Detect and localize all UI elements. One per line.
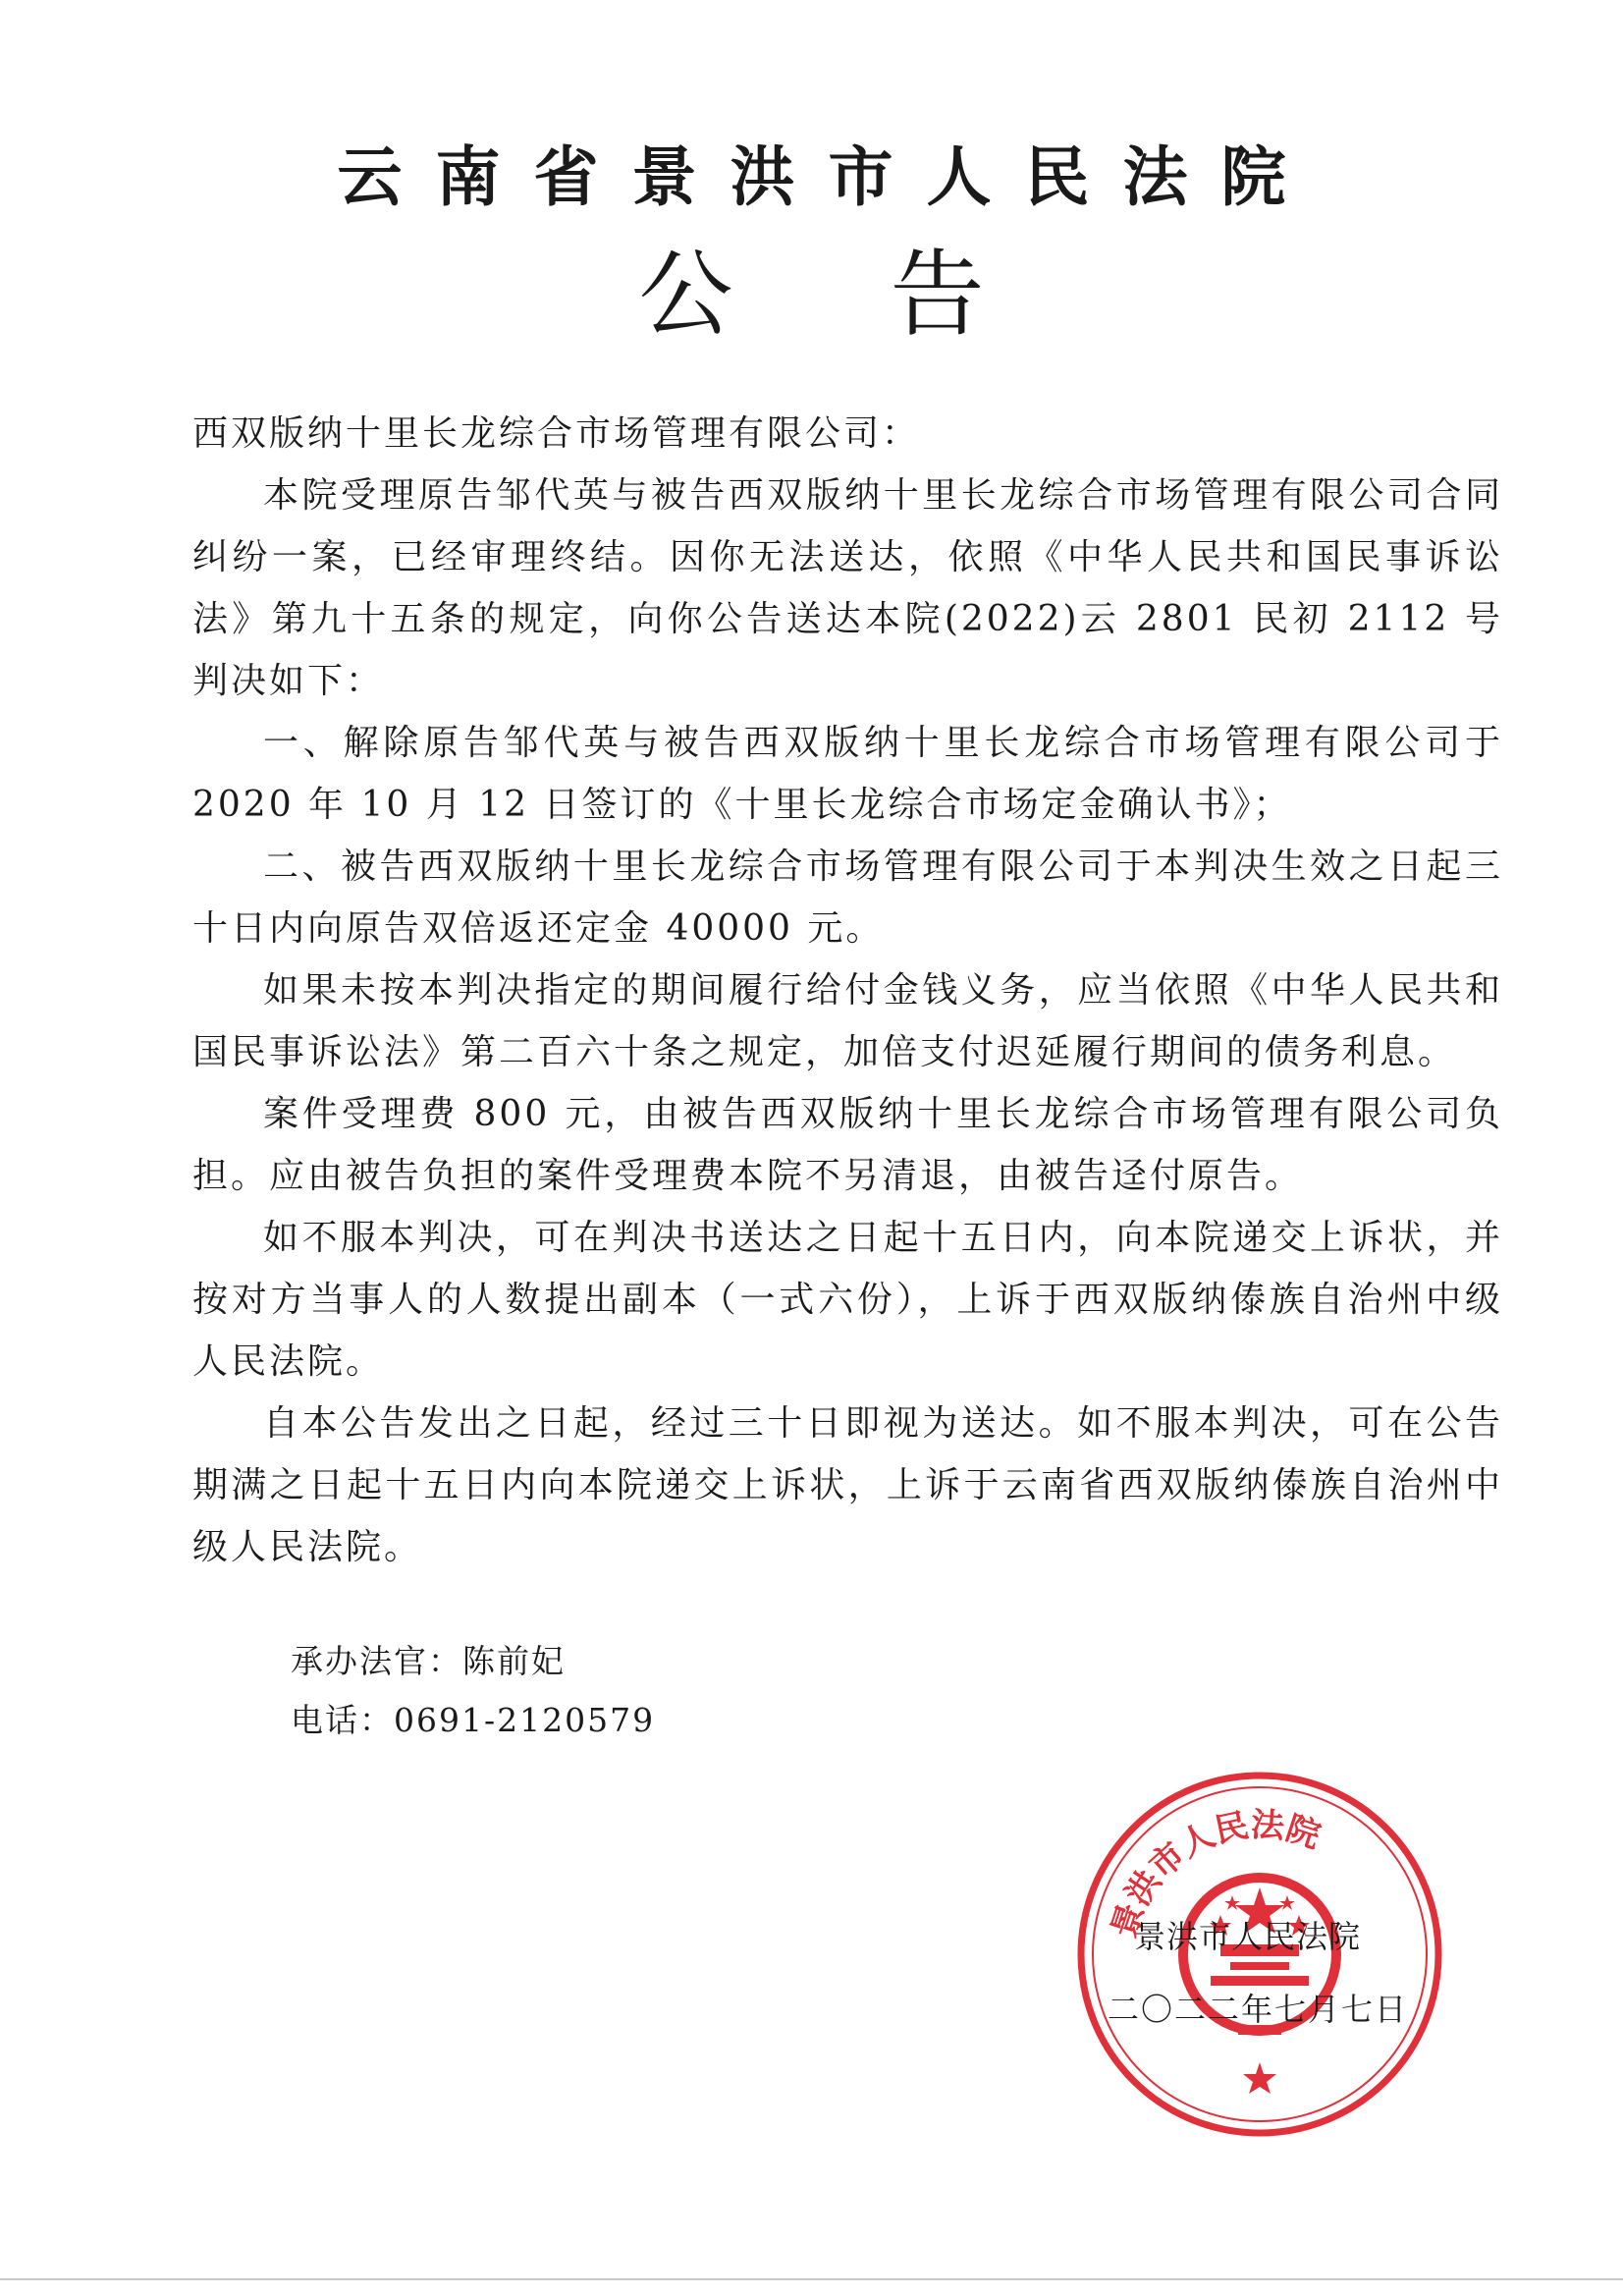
paragraph-ruling-2: 二、被告西双版纳十里长龙综合市场管理有限公司于本判决生效之日起三十日内向原告双倍返还定金 40000 元。 (192, 847, 1503, 949)
paragraph-appeal: 如不服本判决，可在判决书送达之日起十五日内，向本院递交上诉状，并按对方当事人的人数提出副本（一式六份），上诉于西双版纳傣族自治州中级人民法院。 (192, 1218, 1503, 1382)
notice-body (192, 403, 1503, 1578)
addressee-line: 西双版纳十里长龙综合市场管理有限公司： (192, 413, 921, 454)
page-bottom-rule (0, 2278, 1623, 2280)
phone-line: 电话：0691-2120579 (291, 1701, 656, 1739)
paragraph-service-notice: 自本公告发出之日起，经过三十日即视为送达。如不服本判决，可在公告期满之日起十五日内向本院递交上诉状，上诉于云南省西双版纳傣族自治州中级人民法院。 (192, 1403, 1503, 1567)
judge-line: 承办法官：陈前妃 (291, 1642, 566, 1680)
document-type-heading: 公告 (638, 240, 1142, 350)
paragraph-case-fee: 案件受理费 800 元，由被告西双版纳十里长龙综合市场管理有限公司负担。应由被告负担的案件受理费本院不另清退，由被告迳付原告。 (192, 1094, 1503, 1196)
court-name-heading: 云南省景洪市人民法院 (337, 138, 1320, 215)
court-signature: 景洪市人民法院 (1134, 1918, 1362, 1955)
paragraph-ruling-1: 一、解除原告邹代英与被告西双版纳十里长龙综合市场管理有限公司于 2020 年 10 月 12 日签订的《十里长龙综合市场定金确认书》； (192, 723, 1503, 825)
paragraph-late-interest: 如果未按本判决指定的期间履行给付金钱义务，应当依照《中华人民共和国民事诉讼法》第二百六十条之规定，加倍支付迟延履行期间的债务利息。 (192, 970, 1503, 1072)
svg-text:景洪市人民法院: 景洪市人民法院 (1106, 1807, 1325, 1942)
signature-block (291, 1632, 655, 1750)
paragraph-case-intro: 本院受理原告邹代英与被告西双版纳十里长龙综合市场管理有限公司合同纠纷一案，已经审理终结。因你无法送达，依照《中华人民共和国民事诉讼法》第九十五条的规定，向你公告送达本院(2022)云 2801 民初 2112 号判决如下： (192, 475, 1503, 701)
issue-date: 二〇二二年七月七日 (1108, 1991, 1409, 2028)
